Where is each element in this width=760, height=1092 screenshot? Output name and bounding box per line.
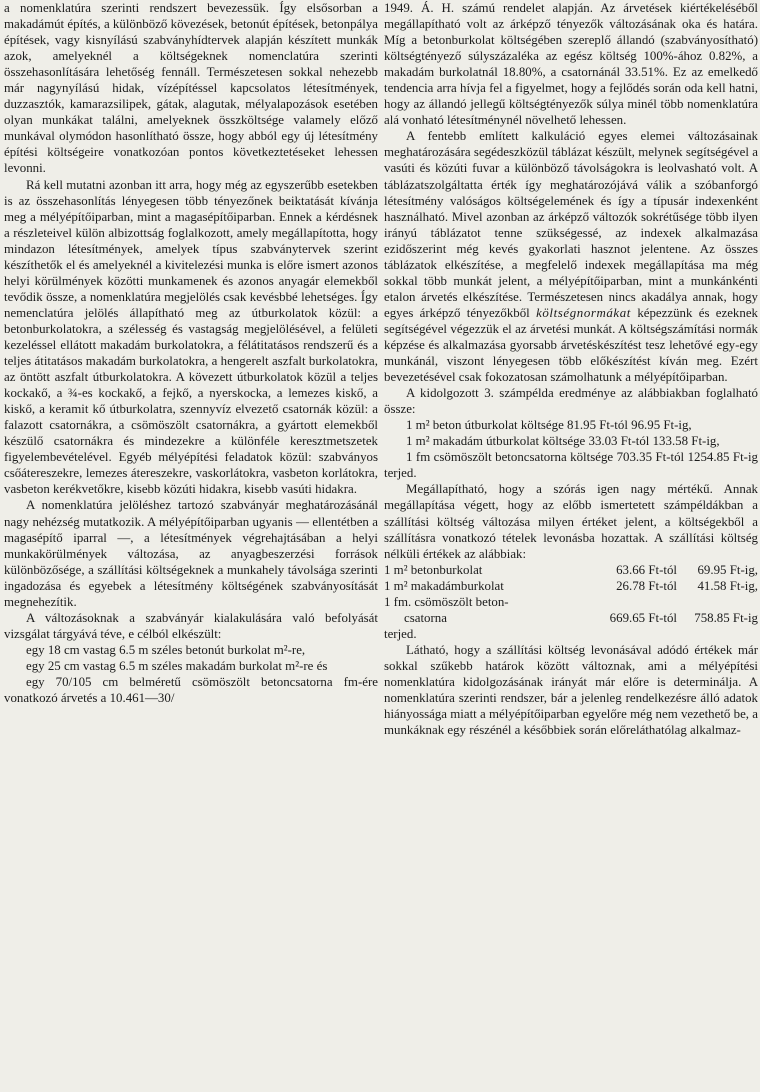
table-cell-to <box>677 594 758 610</box>
table-cell-to: 758.85 Ft-ig <box>694 610 758 625</box>
list-item: egy 25 cm vastag 6.5 m széles makadám burkolat m²-re és <box>26 658 328 673</box>
table-row <box>384 594 758 610</box>
paragraph: a nomenklatúra szerinti rendszert bevezessük. Így elsősorban a makadámút építés, a különböző kövezések, betonút építések, betonpálya építések, vagy kisnyílású szabványhídtervek alapján készített munkák azok, amelyeknél a költségeknek nomenclatúra szerinti összehasonlítására lehetőség fennáll. Természetesen sokkal nehezebb már nagynyílású hidak, vízépítéssel kapcsolatos létesítmények, duzzasztók, kamarazsilipek, gátak, alagutak, mélyalapozások esetében olyan munkákat találni, amelyeknek összköltsége valamely előző munkával olymódon hasonlítható össze, hogy abból egy új létesítmény építési költségeire vonatkozóan pontos következtetéseket lehessen levonni. <box>4 1 378 176</box>
paragraph: Megállapítható, hogy a szórás igen nagy mértékű. Annak megállapítása végett, hogy az előbb ismertetett számpéldákban a szállítási költség változása milyen értéket jelent, a költségekből a szállításra vonatkozó tételek levonásba hozattak. A szállítási költség nélküli értékek az alábbiak: <box>384 482 758 561</box>
list-item: egy 18 cm vastag 6.5 m széles betonút burkolat m²-re, <box>26 642 306 657</box>
paragraph: A kidolgozott 3. számpélda eredménye az alábbiakban foglalható össze: <box>384 386 758 417</box>
paragraph: Látható, hogy a szállítási költség levonásával adódó értékek már sokkal szűkebb határok között változnak, ami a mélyépítési nomenklatúra kidolgozásának irányát már előre is determinálja. A nomenklatúra szerinti rendszer, bár a jelenleg rendelkezésre álló adatok hiányossága miatt a mélyépítőiparban egyelőre még nem vezethető be, a munkáknak egy részénél a későbbiek során előreláthatólag alkalmaz- <box>384 642 758 738</box>
right-column <box>384 0 758 1092</box>
left-column <box>4 0 378 1092</box>
table-tail: terjed. <box>384 626 417 641</box>
paragraph <box>384 128 758 385</box>
table-cell-item: 1 m² betonburkolat <box>384 562 483 577</box>
paragraph: A változásoknak a szabványár kialakulására való befolyását vizsgálat tárgyává téve, e célból elkészült: <box>4 610 378 641</box>
paragraph: 1949. Á. H. számú rendelet alapján. Az árvetések kiértékeléséből megállapítható volt az árképző tényezők változásának oka és határa. Míg a betonburkolat költségében szereplő állandó (szabványosítható) költségtényező súlyszázaléka az egész költség 100%-ához 0.82%, a makadám burkolatnál 18.80%, a csatornánál 33.51%. Ez az emelkedő tendencia arra hívja fel a figyelmet, hogy a fejlődés során oda kell hatni, hogy az állandó jellegű költségtényezők súlya minél több nomenklatúra alá vonható létesítménynél növelhető lehessen. <box>384 1 758 128</box>
list-item: egy 70/105 cm belméretű csömöszölt betoncsatorna fm-ére vonatkozó árvetés a 10.461—30/ <box>4 674 378 706</box>
cost-table-without-transport <box>384 562 758 642</box>
table-cell-from: 669.65 Ft-tól <box>609 610 677 625</box>
list-item: 1 m² beton útburkolat költsége 81.95 Ft-tól 96.95 Ft-ig, <box>406 418 692 433</box>
paragraph-text: A fentebb említett kalkuláció egyes elemei változásainak meghatározására segédeszközül táblázat készült, melynek segítségével a vasúti és közúti fuvar a különböző távolságokra is leolvasható volt. A táblázatszolgáltatta érték így meghatározójává válik a szóbanforgó létesítmény valóságos költségelemének és így a típusár indexenként használható. Mivel azonban az árképző változók sokrétűsége több ilyen irányú táblázatot tenne szükségessé, az indexek alkalmazása ezidőszerint még kevés gyakorlati hasznot jelentene. Az összes táblázatok elkészítése, a megfelelő indexek megállapítása ma még sokkal több munkát jelent, a mélyépítőiparban, mint a munkánkénti etalon árvetés elkészítése. Természetesen nincs akadálya annak, hogy egyes árképző tényezőkből <box>384 129 758 320</box>
table-cell-from: 63.66 Ft-tól <box>616 562 677 577</box>
list-item: 1 m² makadám útburkolat költsége 33.03 Ft-tól 133.58 Ft-ig, <box>406 434 720 449</box>
emphasized-term: költségnormákat <box>536 305 631 320</box>
table-row <box>384 562 758 578</box>
table-row <box>384 578 758 594</box>
table-cell-item: csatorna <box>404 610 447 625</box>
table-cell-item: 1 fm. csömöszölt beton- <box>384 594 509 609</box>
paragraph-text: képezzünk és ezeknek segítségével végezzük el az árvetési munkát. A költségszámítási normák képzése és alkalmazása gyorsabb árvetéskészítést tesz lehetővé egy-egy munkánál, viszont lényegesen több előkészítést kíván meg. Ezért bevezetésével csak fokozatosan számolhatunk a mélyépítőiparban. <box>384 305 758 385</box>
table-row <box>384 610 758 626</box>
paragraph: A nomenklatúra jelöléshez tartozó szabványár meghatározásánál nagy nehézség mutatkozik. A mélyépítőiparban ugyanis — ellentétben a magasépítő iparral —, a létesítmények végrehajtásában a helyi munkakörülmények változása, az anyagbeszerzési források különbözősége, a szállítási költségeknek a munkahely távolsága szerinti ingadozása és egyebek a létesítmény költségének szabványosítását megnehezítik. <box>4 498 378 609</box>
table-cell-from <box>571 594 677 610</box>
paragraph: Rá kell mutatni azonban itt arra, hogy még az egyszerűbb esetekben is az összehasonlítás lényegesen több tényezőnek beiktatását kívánja meg a mélyépítőiparban, mint a magasépítőiparban. Ennek a kérdésnek a részleteivel külön albizottság foglalkozott, amely megállapította, hogy mindazon létesítmények, amelyek típus szabványtervek szerint készíthetők el és amelyeknél a kivitelezési munka is előre ismert azonos helyi körülmények közötti munkamenek és azonos anyagár elemekből tevődik össze, a nomenklatúra megjelölés csak kevésbbé lehetséges. Így nemenclatúra jelölés állapítható meg az útburkolatok közül: a betonburkolatokra, a szélesség és vastagság megjelölésével, a felületi kezeléssel ellátott makadám burkolatokra, a félátitatásos rendszerű és a teljes átitatásos makadám burkolatokra, a hengerelt aszfalt burkolatokra, az öntött aszfalt útburkolatokra. A kövezett útburkolatok közül a teljes kockakő, a ¾-es kockakő, a fejkő, a nyerskocka, a lemezes kiskő, a kiskő, a keramit kő útburkolatra, szennyvíz elvezető csatornák közül: a falazott csatornákra, a csömöszölt csatornákra, a gyártott elemekből készülő csatornákra és mindezekre a különféle keresztmetszetek figyelembevételével. Egyéb mélyépítési feladatok közül: szabványos csőátereszekre, lemezes átereszekre, vaskorlátokra, vasbeton korlátokra, vasbeton kerékvetőkre, kisebb közúti hidakra, kisebb vasúti hidakra. <box>4 177 378 497</box>
cost-list-with-transport <box>384 417 758 481</box>
table-cell-to: 41.58 Ft-ig, <box>697 578 758 593</box>
table-cell-to: 69.95 Ft-ig, <box>697 562 758 577</box>
list-item: 1 fm csömöszölt betoncsatorna költsége 703.35 Ft-tól 1254.85 Ft-ig terjed. <box>384 450 758 481</box>
table-cell-item: 1 m² makadámburkolat <box>384 578 504 593</box>
table-cell-from: 26.78 Ft-tól <box>616 578 677 593</box>
estimate-list <box>4 642 378 706</box>
